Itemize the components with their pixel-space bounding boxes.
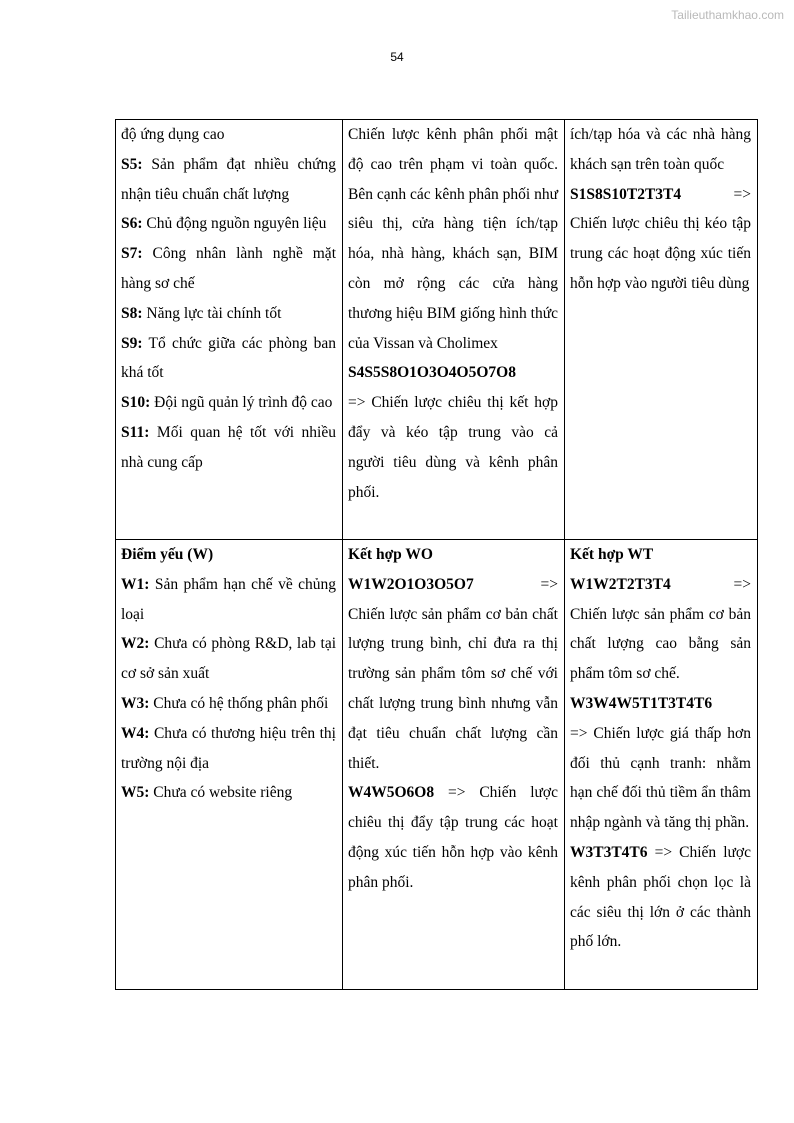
strength-item: S5: Sản phẩm đạt nhiều chứng nhận tiêu chuẩn chất lượng: [121, 155, 336, 203]
wt-strategy-second: => Chiến lược giá thấp hơn đối thủ cạnh tranh: nhằm hạn chế đối thủ tiềm ẩn thâm nhập ngành và tăng thị phần.: [570, 724, 751, 832]
page-number: 54: [390, 50, 404, 64]
wt-strategy-third: W3T3T4T6 => Chiến lược kênh phân phối chọn lọc là các siêu thị lớn ở các thành phố lớn.: [570, 843, 751, 951]
so-strategy-code: S4S5S8O1O3O4O5O7O8: [348, 364, 516, 382]
strength-item: S11: Mối quan hệ tốt với nhiều nhà cung cấp: [121, 423, 336, 471]
watermark: Tailieuthamkhao.com: [671, 8, 784, 22]
st-strategy-cell: [565, 120, 758, 540]
weakness-item: W1: Sản phẩm hạn chế về chủng loại: [121, 575, 336, 623]
weakness-item: W2: Chưa có phòng R&D, lab tại cơ sở sản xuất: [121, 635, 336, 683]
so-strategy-text: Chiến lược kênh phân phối mật độ cao trên phạm vi toàn quốc. Bên cạnh các kênh phân phối như siêu thị, cửa hàng tiện ích/tạp hóa, nhà hàng, khách sạn, BIM còn mở rộng các cửa hàng thương hiệu BIM giống hình thức của Vissan và Cholimex: [348, 126, 558, 352]
wt-code-2: W3W4W5T1T3T4T6: [570, 694, 713, 712]
wt-strategy-text: Chiến lược sản phẩm cơ bản chất lượng cao bằng sản phẩm tôm sơ chế.: [570, 605, 751, 683]
so-strategy-cell: [343, 120, 565, 540]
table-row-strengths: [116, 120, 758, 540]
wt-strategy-cell: [565, 540, 758, 990]
wo-strategy-cell: [343, 540, 565, 990]
wt-code: W1W2T2T3T4 =>: [570, 575, 751, 593]
wo-heading: Kết hợp WO: [348, 546, 433, 563]
strength-item: S7: Công nhân lành nghề mặt hàng sơ chế: [121, 245, 336, 292]
wt-heading: Kết hợp WT: [570, 546, 654, 563]
table-row-weaknesses: [116, 540, 758, 990]
st-strategy-code: S1S8S10T2T3T4 =>: [570, 185, 751, 203]
weakness-item: W5: Chưa có website riêng: [121, 784, 293, 802]
strength-item: S9: Tổ chức giữa các phòng ban khá tốt: [121, 334, 336, 382]
strength-item: S6: Chủ động nguồn nguyên liệu: [121, 215, 327, 233]
strength-continuation: độ ứng dụng cao: [121, 126, 225, 143]
wo-code: W1W2O1O3O5O7 =>: [348, 575, 558, 593]
so-strategy-conclusion: => Chiến lược chiêu thị kết hợp đẩy và kéo tập trung vào cả người tiêu dùng và kênh phân phối.: [348, 394, 558, 501]
weakness-item: W4: Chưa có thương hiệu trên thị trường nội địa: [121, 724, 336, 772]
weaknesses-heading: Điểm yếu (W): [121, 546, 214, 563]
strength-item: S8: Năng lực tài chính tốt: [121, 304, 282, 322]
strength-item: S10: Đội ngũ quản lý trình độ cao: [121, 394, 333, 412]
wo-strategy-second: W4W5O6O8 => Chiến lược chiêu thị đẩy tập trung các hoạt động xúc tiến hỗn hợp vào kênh phân phối.: [348, 784, 558, 891]
weakness-item: W3: Chưa có hệ thống phân phối: [121, 694, 329, 712]
st-strategy-conclusion: Chiến lược chiêu thị kéo tập trung các hoạt động xúc tiến hỗn hợp vào người tiêu dùng: [570, 215, 751, 292]
weaknesses-cell: [116, 540, 343, 990]
strengths-cell: [116, 120, 343, 540]
swot-table: [115, 119, 758, 990]
st-strategy-text: ích/tạp hóa và các nhà hàng khách sạn trên toàn quốc: [570, 126, 751, 173]
wo-strategy-text: Chiến lược sản phẩm cơ bản chất lượng trung bình, chỉ đưa ra thị trường sản phẩm tôm sơ chế với chất lượng trung bình nhưng vẫn đạt tiêu chuẩn chất lượng cần thiết.: [348, 605, 558, 772]
